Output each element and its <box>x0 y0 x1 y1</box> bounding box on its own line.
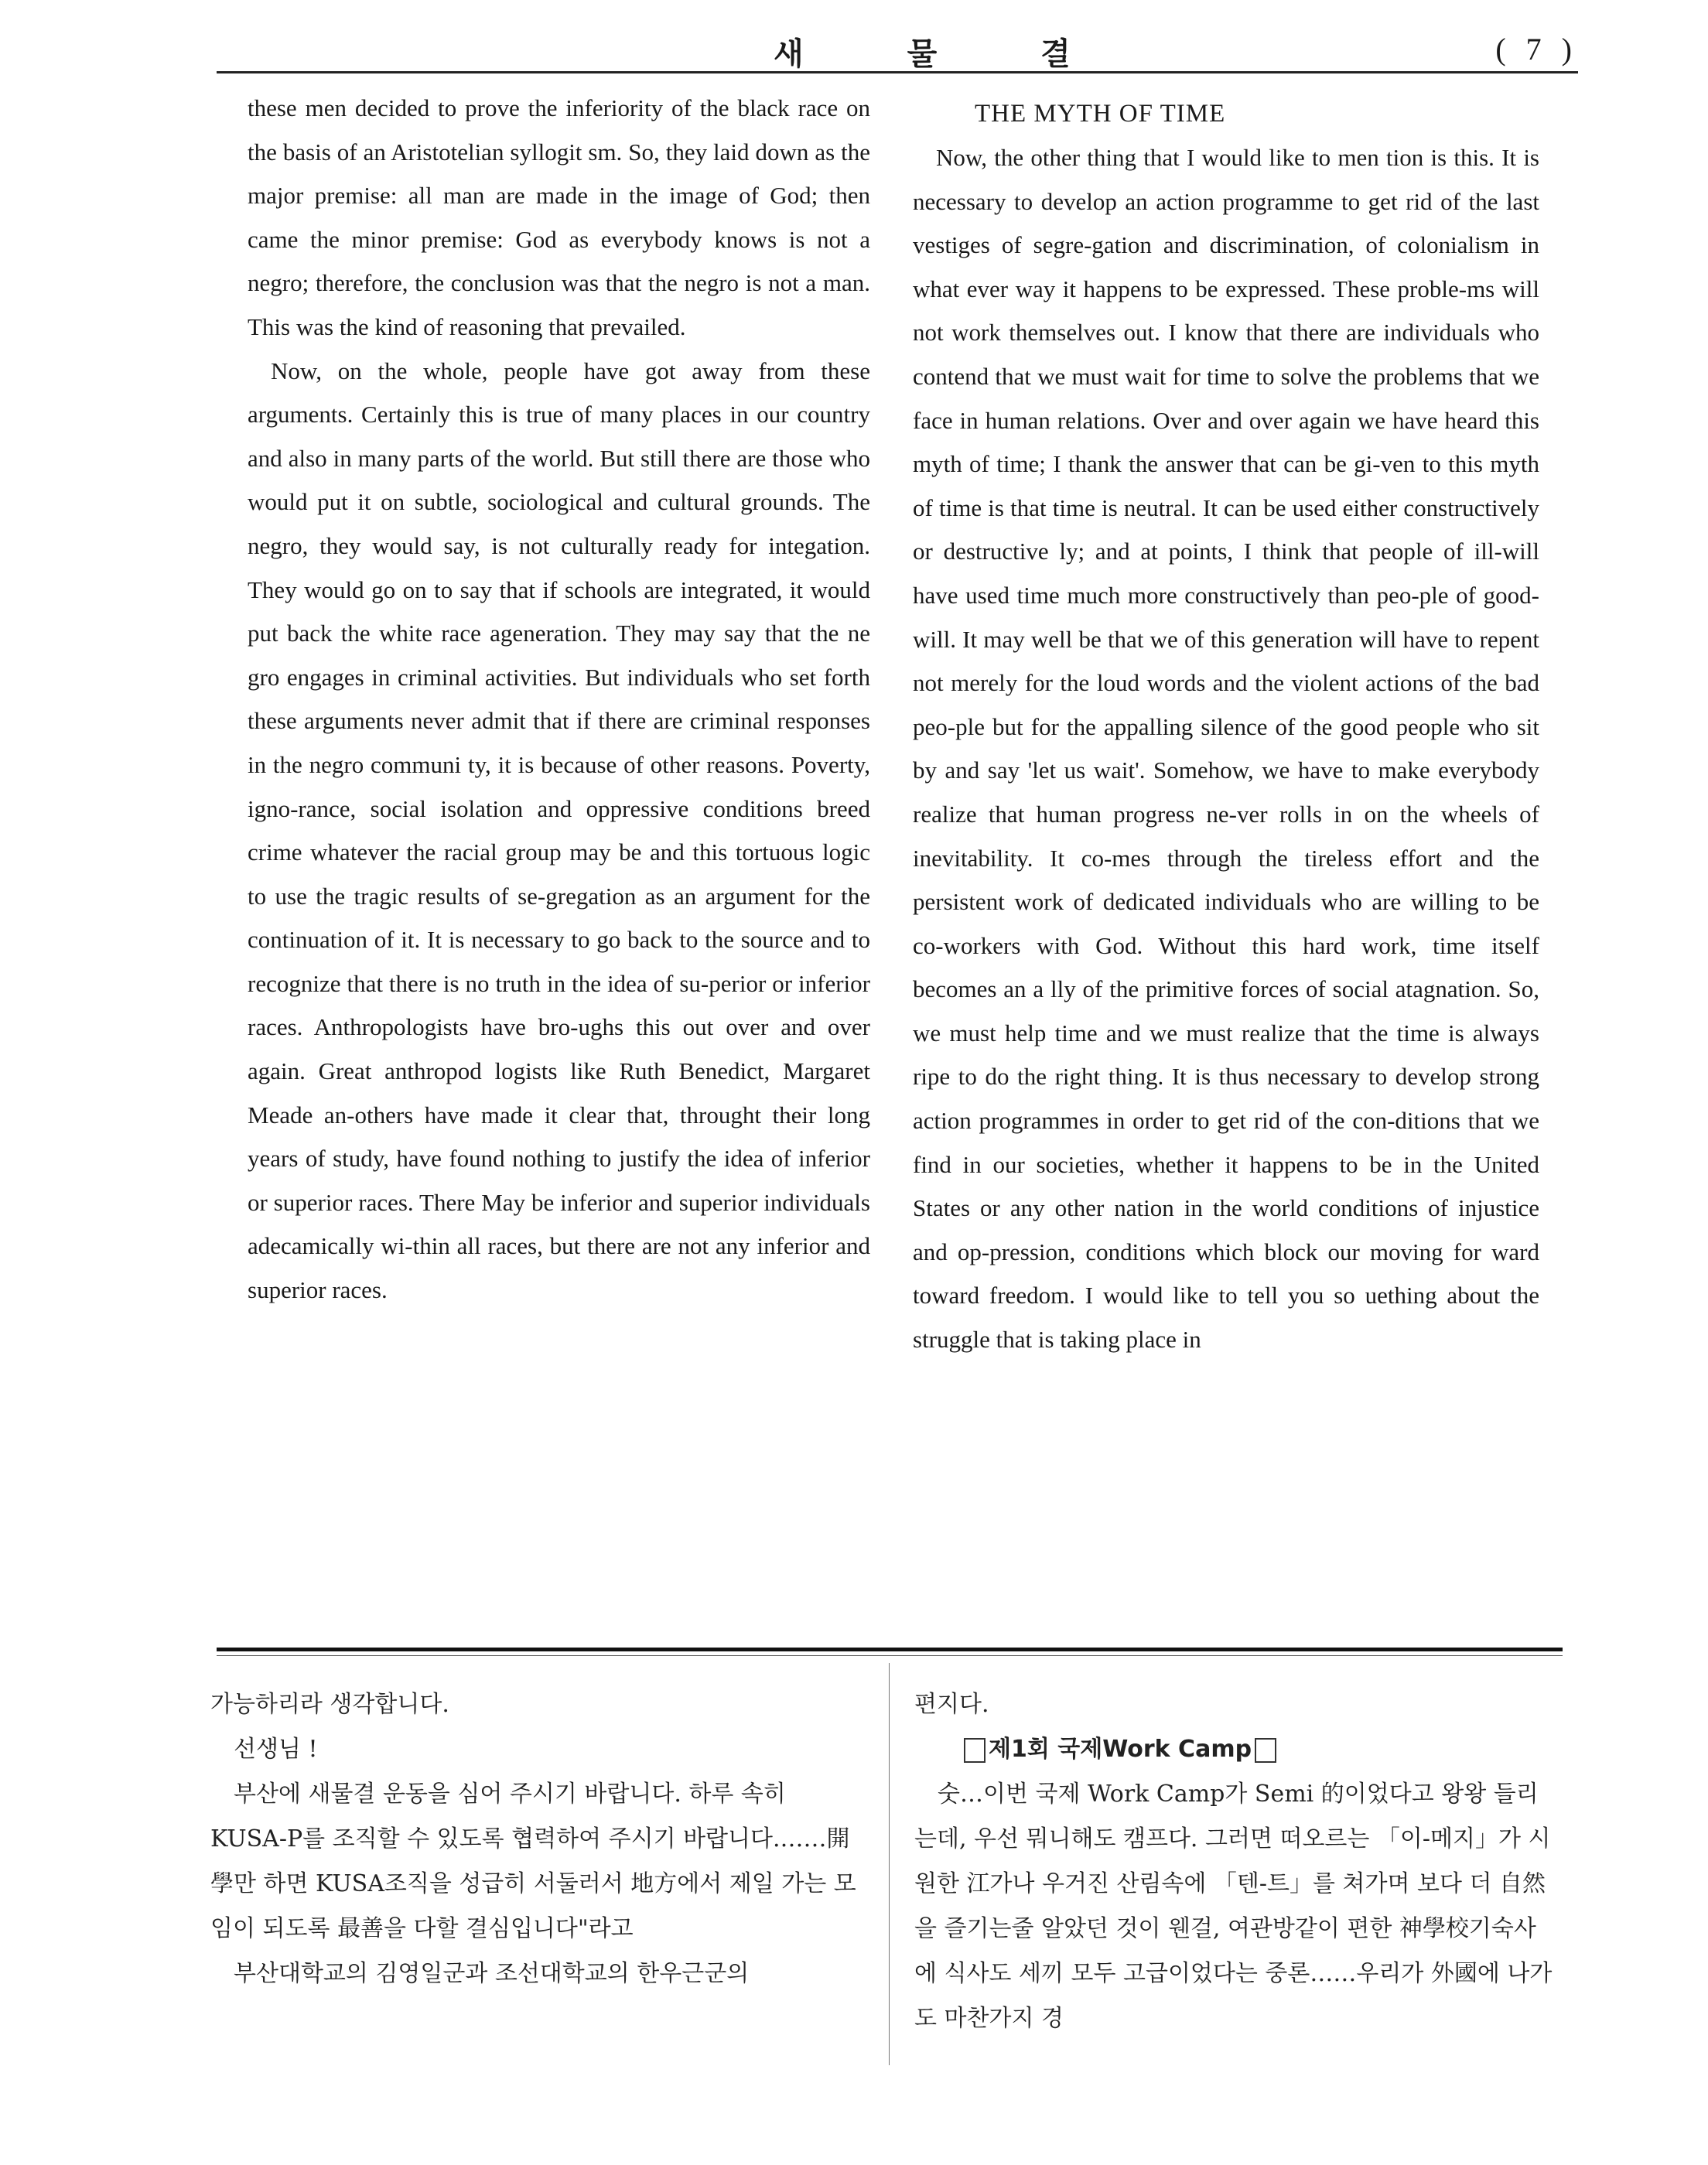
left-column <box>248 87 870 1313</box>
korean-line: 부산에 새물결 운동을 심어 주시기 바랍니다. 하루 속히 KUSA-P를 조직할 수 있도록 협력하여 주시기 바랍니다.……開學만 하면 KUSA조직을 성급히 서둘러서 地方에서 제일 가는 모임이 되도록 最善을 다할 결심입니다"라고 <box>210 1781 856 1942</box>
paragraph: Now, the other thing that I would like to men tion is this. It is necessary to develop an action programme to get rid of the last vestiges of segre-gation and discrimination, of colonialism in what ever way it happens to be expressed. These proble-ms will not work themselves out. I know that there are individuals who contend that we must wait for time to solve the problems that we face in human relations. Over and over again we have heard this myth of time; I thank the answer that can be gi-ven to this myth of time is that time is neutral. It can be used either constructively or destructive ly; and at points, I think that people of ill-will have used time much more constructively than peo-ple of good-will. It may well be that we of this generation will have to repent not merely for the loud words and the violent actions of the bad peo-ple but for the appalling silence of the good people who sit by and say 'let us wait'. Somehow, we have to make everybody realize that human progress ne-ver rolls in on the wheels of inevitability. It co-mes through the tireless effort and the persistent work of dedicated individuals who are willing to be co-workers with God. Without this hard work, time itself becomes an a lly of the primitive forces of social atagnation. So, we must help time and we must realize that the time is always ripe to do the right thing. It is thus necessary to develop strong action programmes in order to get rid of the con-ditions that we find in our societies, whether it happens to be in the United States or any other nation in the world conditions of injustice and op-pression, conditions which block our moving for ward toward freedom. I would like to tell you so uething about the struggle that is taking place in <box>913 144 1539 1354</box>
box-icon <box>964 1738 986 1763</box>
right-column <box>913 91 1539 1362</box>
korean-line: 선생님 ! <box>234 1736 318 1763</box>
page-header <box>217 23 1578 77</box>
page-number: ( 7 ) <box>1495 32 1578 67</box>
korean-line: 가능하리라 생각합니다. <box>210 1691 449 1718</box>
korean-body: 숫…이번 국제 Work Camp가 Semi 的이었다고 왕왕 들리는데, 우선 뭐니해도 캠프다. 그러면 떠오르는 「이-메지」가 시원한 江가나 우거진 산림속에 「텐-트」를 쳐가며 보다 더 自然을 즐기는줄 알았던 것이 웬걸, 여관방같이 편한 神學校기숙사에 식사도 세끼 모두 고급이었다는 중론……우리가 外國에 나가도 마찬가지 경 <box>914 1781 1553 2032</box>
korean-heading <box>914 1727 1556 1772</box>
magazine-title: 새 물 결 <box>774 36 1117 72</box>
korean-left-column <box>210 1682 868 1996</box>
korean-line: 편지다. <box>914 1691 989 1718</box>
paragraph: these men decided to prove the inferiority of the black race on the basis of an Aristotelian syllogit sm. So, they laid down as the major premise: all man are made in the image of God; then came the minor premise: God as everybody knows is not a negro; therefore, the conclusion was that the negro is not a man. This was the kind of reasoning that prevailed. <box>248 94 870 340</box>
korean-right-column <box>914 1682 1556 2041</box>
section-divider <box>217 1648 1563 1651</box>
header-rule <box>217 71 1578 73</box>
paragraph: Now, on the whole, people have got away from these arguments. Certainly this is true of many places in our country and also in many parts of the world. But still there are those who would put it on subtle, sociological and cultural grounds. The negro, they would say, is not culturally ready for integation. They would go on to say that if schools are integrated, it would put back the white race ageneration. They may say that the ne gro engages in criminal activities. But individuals who set forth these arguments never admit that if there are criminal responses in the negro communi ty, it is because of other reasons. Poverty, igno-rance, social isolation and oppressive conditions breed crime whatever the racial group may be and this tortuous logic to use the tragic results of se-gregation as an argument for the continuation of it. It is necessary to go back to the source and to recognize that there is no truth in the idea of su-perior or inferior races. Anthropologists have bro-ughs this out over and over again. Great anthropod logists like Ruth Benedict, Margaret Meade an-others have made it clear that, throught their long years of study, have found nothing to justify the idea of inferior or superior races. There May be inferior and superior individuals adecamically wi-thin all races, but there are not any inferior and superior races. <box>248 357 870 1304</box>
column-divider <box>889 1663 890 2065</box>
section-heading: THE MYTH OF TIME <box>975 100 1226 128</box>
section-divider-thin <box>217 1655 1563 1656</box>
box-icon <box>1255 1738 1276 1763</box>
korean-heading-text: 제1회 국제Work Camp <box>989 1736 1252 1763</box>
korean-line: 부산대학교의 김영일군과 조선대학교의 한우근군의 <box>234 1960 750 1987</box>
